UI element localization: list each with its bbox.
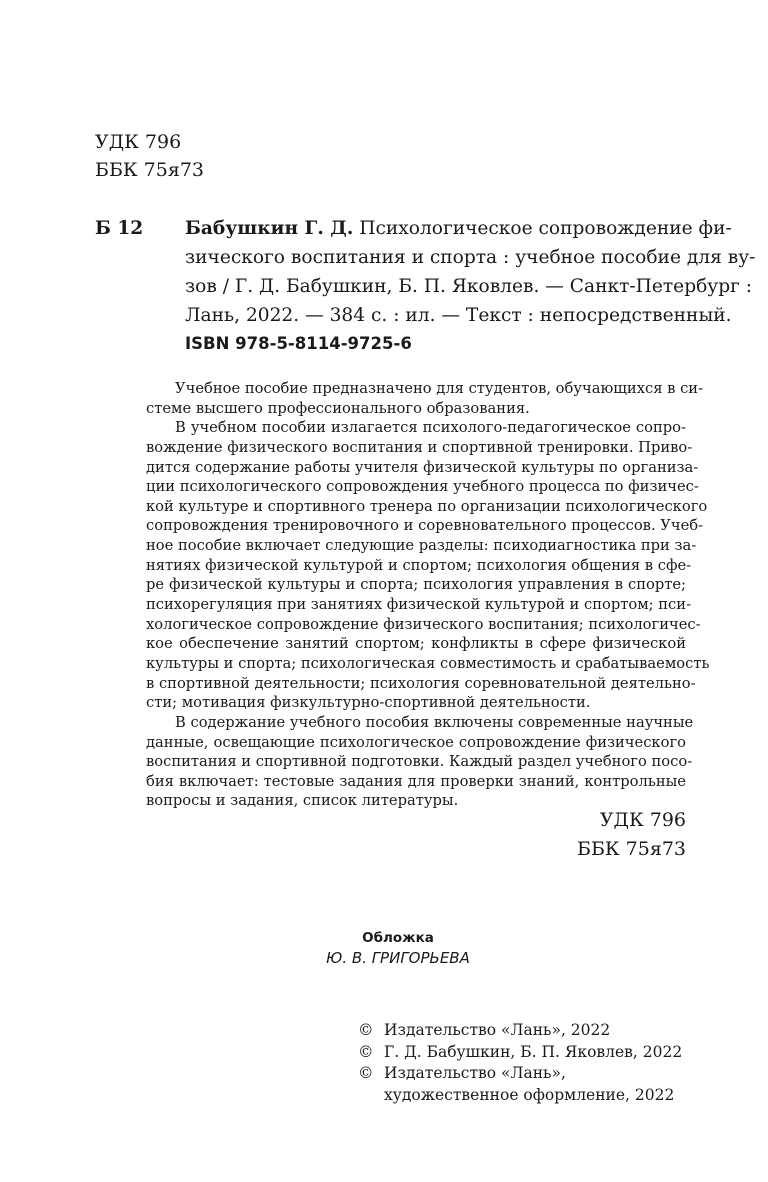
abstract-line: бия включает: тестовые задания для проверки знаний, контрольные	[146, 772, 686, 790]
udk-code: УДК 796	[95, 131, 182, 153]
abstract-line: психорегуляция при занятиях физической культурой и спортом; пси-	[146, 596, 692, 614]
udk-code: УДК 796	[599, 809, 686, 831]
abstract-line: вождение физического воспитания и спортивной тренировки. Приво-	[146, 438, 693, 456]
abstract-line: ре физической культуры и спорта; психология управления в спорте;	[146, 576, 686, 594]
entry-line: Лань, 2022. — 384 с. : ил. — Текст : непосредственный.	[185, 305, 732, 326]
entry-line	[185, 214, 732, 243]
abstract-line: нятиях физической культурой и спортом; психология общения в сфе-	[146, 556, 692, 574]
copyright-row	[358, 1063, 682, 1085]
abstract-line: воспитания и спортивной подготовки. Каждый раздел учебного посо-	[146, 753, 693, 771]
abstract-line: ции психологического сопровождения учебного процесса по физичес-	[146, 478, 699, 496]
abstract-line: в спортивной деятельности; психология соревновательной деятельно-	[146, 674, 696, 692]
copyright-row	[358, 1020, 682, 1042]
cover-label: Обложка	[362, 930, 434, 946]
entry-author: Бабушкин Г. Д.	[185, 218, 354, 239]
abstract-line: вопросы и задания, список литературы.	[146, 792, 459, 810]
classification-codes-top	[95, 128, 204, 184]
copyright-icon: ©	[358, 1042, 374, 1061]
bbk-code: ББК 75я73	[95, 159, 205, 181]
copyright-row	[358, 1085, 682, 1107]
abstract-line: Учебное пособие предназначено для студентов, обучающихся в си-	[175, 380, 704, 397]
copyright-notices	[358, 1020, 682, 1106]
abstract-line: кой культуре и спортивного тренера по организации психологического	[146, 497, 708, 515]
entry-title-start: Психологическое сопровождение фи-	[353, 218, 732, 239]
abstract-line: дится содержание работы учителя физической культуры по организа-	[146, 458, 699, 476]
entry-line: зического воспитания и спорта : учебное пособие для ву-	[185, 247, 756, 268]
copyright-text: Г. Д. Бабушкин, Б. П. Яковлев, 2022	[384, 1042, 683, 1061]
abstract-line: сопровождения тренировочного и соревновательного процессов. Учеб-	[146, 517, 704, 535]
classification-codes-bottom	[577, 806, 686, 864]
abstract-line: ное пособие включает следующие разделы: психодиагностика при за-	[146, 537, 697, 555]
author-mark: Б 12	[95, 218, 144, 239]
abstract-line: культуры и спорта; психологическая совместимость и срабатываемость	[146, 654, 710, 672]
abstract-line: данные, освещающие психологическое сопровождение физического	[146, 733, 686, 751]
copyright-text: Издательство «Лань»,	[384, 1064, 566, 1082]
abstract	[146, 379, 710, 811]
copyright-row	[358, 1042, 682, 1064]
cover-designer: Ю. В. ГРИГОРЬЕВА	[326, 949, 470, 967]
bbk-code: ББК 75я73	[576, 838, 686, 860]
abstract-line: сти; мотивация физкультурно-спортивной деятельности.	[146, 694, 591, 712]
copyright-text: Издательство «Лань», 2022	[384, 1021, 611, 1039]
cover-credit	[300, 928, 496, 968]
copyright-text: художественное оформление, 2022	[384, 1085, 675, 1104]
isbn: ISBN 978-5-8114-9725-6	[185, 334, 412, 353]
abstract-line: стеме высшего профессионального образования.	[146, 399, 530, 417]
abstract-line: хологическое сопровождение физического воспитания; психологичес-	[146, 615, 701, 633]
abstract-line: В содержание учебного пособия включены современные научные	[175, 713, 694, 731]
abstract-line: В учебном пособии излагается психолого-педагогическое сопро-	[175, 419, 686, 437]
abstract-line: кое обеспечение занятий спортом; конфликты в сфере физической	[146, 635, 686, 653]
copyright-icon: ©	[358, 1021, 374, 1039]
entry-line: зов / Г. Д. Бабушкин, Б. П. Яковлев. — Санкт-Петербург :	[185, 276, 753, 297]
copyright-icon: ©	[358, 1064, 374, 1082]
bibliographic-entry	[185, 214, 756, 330]
